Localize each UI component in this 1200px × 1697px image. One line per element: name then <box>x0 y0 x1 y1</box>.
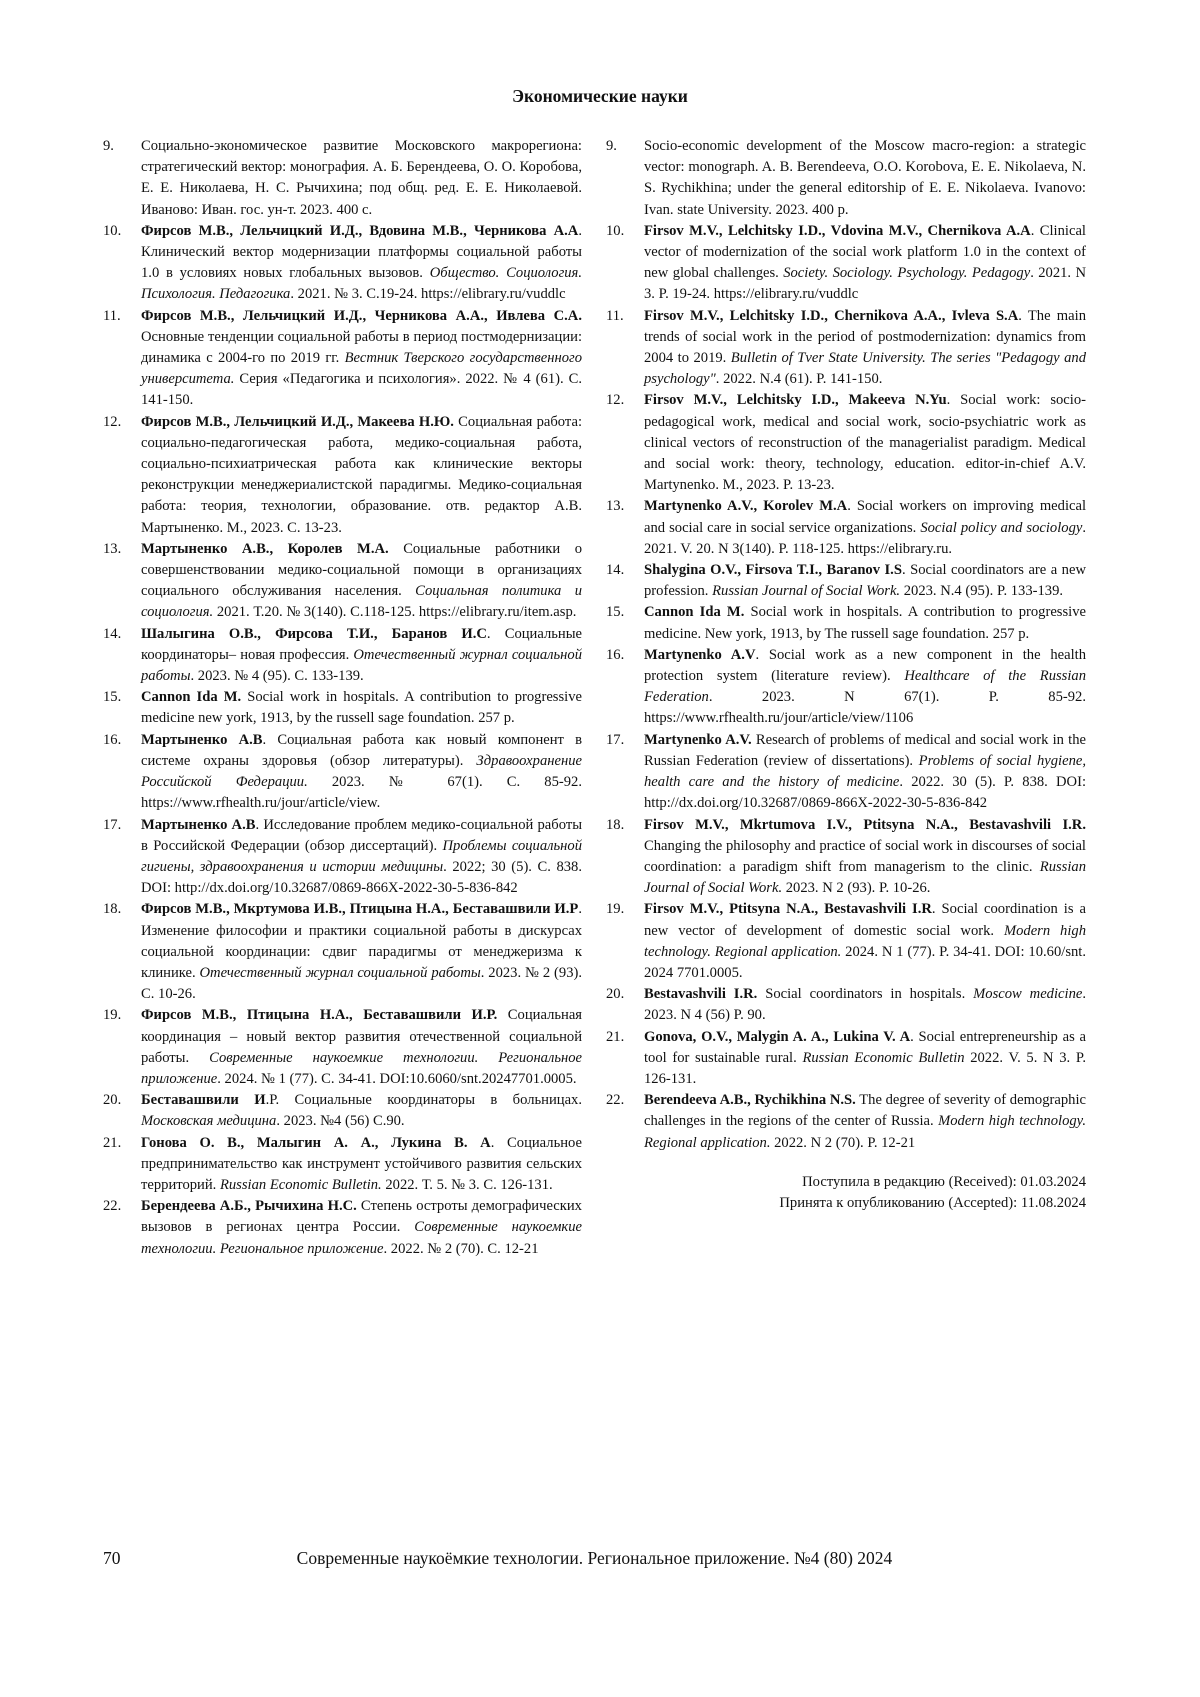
reference-number: 19. <box>606 901 625 918</box>
reference-number: 16. <box>103 731 122 748</box>
reference-number: 11. <box>606 307 624 324</box>
reference-source: Bulletin of Tver State University. The series "Pedagogy and psychology" <box>644 350 1086 388</box>
reference-text: . Social work as a new component in the health protection system (literature review). <box>644 646 1086 685</box>
reference-authors: Гонова О. В., Малыгин А. А., Лукина В. А <box>141 1134 491 1151</box>
reference-number: 21. <box>103 1134 122 1151</box>
reference-number: 15. <box>103 689 122 706</box>
reference-authors: Фирсов М.В., Лельчицкий И.Д., Черникова А.А., Ивлева С.А. <box>141 307 582 324</box>
reference-item <box>606 1027 1086 1091</box>
reference-item <box>103 1196 582 1260</box>
reference-number: 20. <box>103 1092 122 1109</box>
reference-source: Social policy and sociology <box>920 519 1083 536</box>
reference-number: 22. <box>103 1198 122 1215</box>
reference-number: 15. <box>606 604 625 621</box>
reference-list <box>103 136 582 1260</box>
reference-text: 2023. N 2 (93). P. 10-26. <box>782 880 931 897</box>
reference-item <box>103 539 582 624</box>
reference-number: 12. <box>103 413 122 430</box>
reference-source: Society. Sociology. Psychology. Pedagogy <box>783 265 1031 282</box>
reference-authors: Фирсов М.В., Мкртумова И.В., Птицына Н.А., Беставашвили И.Р <box>141 901 579 918</box>
reference-number: 22. <box>606 1092 625 1109</box>
reference-authors: Шалыгина О.В., Фирсова Т.И., Баранов И.С <box>141 625 487 642</box>
reference-source: Вестник Тверского государственного университета. <box>141 350 582 388</box>
reference-item <box>103 1090 582 1132</box>
reference-authors: Cannon Ida M. <box>644 604 745 621</box>
reference-text: . 2023. №4 (56) С.90. <box>276 1113 405 1130</box>
reference-text: Степень остроты демографических вызовов в регионах центра России. <box>141 1198 582 1236</box>
reference-number: 13. <box>103 540 122 557</box>
reference-source: Russian Journal of Social Work. <box>712 583 901 600</box>
reference-authors: Berendeeva A.B., Rychikhina N.S. <box>644 1092 856 1109</box>
reference-source: Современные наукоемкие технологии. Региональное приложение <box>141 1049 582 1087</box>
reference-text: . Social workers on improving medical and social care in social service organizations. <box>644 498 1087 536</box>
reference-text: Социальная координация – новый вектор развития отечественной социальной работы. <box>141 1007 583 1066</box>
reference-number: 17. <box>103 816 122 833</box>
reference-item <box>606 496 1086 560</box>
reference-text: 2022. Т. 5. № 3. С. 126-131. <box>381 1176 553 1193</box>
reference-text: . Социальная работа как новый компонент в системе охраны здоровья (обзор литературы). <box>141 731 583 769</box>
reference-text: 2021. Т.20. № 3(140). С.118-125. https://elibrary.ru/item.asp. <box>213 604 577 621</box>
reference-number: 18. <box>103 901 122 918</box>
reference-item <box>606 899 1086 984</box>
reference-source: Проблемы социальной гигиены, здравоохранения и истории медицины <box>141 837 582 875</box>
reference-number: 14. <box>103 625 122 642</box>
reference-source: Отечественный журнал социальной работы <box>199 964 481 981</box>
reference-text: Социальные работники о совершенствовании медико-социальной помощи в организациях социального обслуживания населения. <box>141 540 583 600</box>
reference-text: . The main trends of social work in the period of postmodernization: dynamics from 2004 to 2019. <box>644 307 1086 367</box>
reference-source: Modern high technology. Regional application. <box>644 1113 1086 1151</box>
reference-text: . 2022. N.4 (61). P. 141-150. <box>715 371 883 388</box>
reference-text: . 2021. № 3. С.19-24. https://elibrary.ru/vuddlc <box>290 286 566 303</box>
reference-authors: Фирсов М.В., Птицына Н.А., Беставашвили И.Р. <box>141 1007 498 1024</box>
reference-source: Moscow medicine <box>973 986 1083 1003</box>
reference-authors: Мартыненко А.В <box>141 816 256 833</box>
reference-text: 2024. N 1 (77). P. 34-41. DOI: 10.60/snt. 2024 7701.0005. <box>644 943 1086 981</box>
reference-number: 10. <box>606 222 625 239</box>
reference-item <box>606 221 1086 306</box>
reference-authors: Мартыненко А.В., Королев М.А. <box>141 540 389 557</box>
reference-authors: Фирсов М.В., Лельчицкий И.Д., Вдовина М.В., Черникова А.А <box>141 222 579 239</box>
reference-number: 13. <box>606 498 625 515</box>
reference-text: . Clinical vector of modernization of the social work platform 1.0 in the context of new global challenges. <box>644 222 1086 282</box>
reference-text: . 2024. № 1 (77). С. 34-41. DOI:10.6060/snt.20247701.0005. <box>217 1070 577 1087</box>
reference-number: 16. <box>606 646 625 663</box>
reference-source: Russian Economic Bulletin <box>802 1049 965 1066</box>
references-russian <box>103 136 582 1260</box>
reference-text: . Social coordination is a new vector of development of domestic social work. <box>644 901 1086 939</box>
reference-text: Социальная работа: социально-педагогическая работа, медико-социальная работа, социально-психиатрическая работа как клинические векторы реконструкции менеджериалистской парадигмы. Медико-социальная работа: теория, технологии, образование. отв. редактор А.В. Мартыненко. М., 2023. С. 13-23. <box>141 413 583 536</box>
reference-authors: Shalygina O.V., Firsova T.I., Baranov I.S <box>644 562 902 579</box>
received-date: Поступила в редакцию (Received): 01.03.2024 <box>802 1173 1086 1190</box>
reference-number: 12. <box>606 392 625 409</box>
page-number: 70 <box>103 1548 121 1568</box>
reference-item <box>103 136 582 221</box>
reference-text: .Р. Социальные координаторы в больницах. <box>265 1092 582 1109</box>
reference-authors: Фирсов М.В., Лельчицкий И.Д., Макеева Н.Ю. <box>141 413 454 430</box>
reference-authors: Martynenko A.V., Korolev M.A <box>644 498 848 515</box>
reference-text: . 2021. V. 20. N 3(140). P. 118-125. https://elibrary.ru. <box>644 519 1087 557</box>
reference-number: 9. <box>606 138 617 154</box>
reference-text: Серия «Педагогика и психология». 2022. № 4 (61). С. 141-150. <box>141 371 582 409</box>
reference-item <box>606 645 1086 730</box>
accepted-date: Принята к опубликованию (Accepted): 11.08.2024 <box>779 1194 1086 1211</box>
reference-text: Social work in hospitals. A contribution to progressive medicine new york, 1913, by the russell sage foundation. 257 p. <box>141 689 582 727</box>
reference-number: 20. <box>606 986 625 1003</box>
reference-source: Problems of social hygiene, health care and the history of medicine <box>644 752 1086 791</box>
reference-item <box>103 899 582 1005</box>
reference-source: Московская медицина <box>141 1113 277 1130</box>
reference-text: Changing the philosophy and practice of social work in discourses of social coordination: a paradigm shift from managerism to the clinic. <box>644 837 1086 875</box>
reference-text: Socio-economic development of the Moscow macro-region: a strategic vector: monograph. A. B. Berendeeva, O.O. Korobova, E. E. Nikolaeva, N. S. Rychikhina; under the general editorship of E. E. Nikolaeva. Ivanovo: Ivan. state University. 2023. 400 p. <box>644 138 1086 218</box>
reference-authors: Firsov M.V., Lelchitsky I.D., Vdovina M.V., Chernikova A.A <box>644 222 1031 239</box>
reference-text: . Исследование проблем медико-социальной работы в Российской Федерации (обзор диссертаций). <box>141 816 582 854</box>
reference-number: 19. <box>103 1007 122 1024</box>
reference-text: The degree of severity of demographic challenges in the regions of the center of Russia. <box>644 1092 1086 1130</box>
reference-source: Социальная политика и социология. <box>141 583 582 621</box>
journal-title: Современные наукоёмкие технологии. Региональное приложение. №4 (80) 2024 <box>296 1548 893 1568</box>
reference-text: . 2023. № 2 (93). С. 10-26. <box>141 964 582 1003</box>
reference-authors: Firsov M.V., Lelchitsky I.D., Chernikova A.A., Ivleva S.A <box>644 307 1019 324</box>
reference-text: . Социальное предпринимательство как инструмент устойчивого развития сельских территорий. <box>141 1134 582 1193</box>
reference-text: . 2023. № 4 (95). С. 133-139. <box>190 668 364 685</box>
reference-text: . Клинический вектор модернизации платформы социальной работы 1.0 в условиях новых глобальных вызовов. <box>141 222 582 282</box>
reference-item <box>606 1090 1086 1154</box>
reference-source: Здравоохранение Российской Федерации. <box>141 752 582 791</box>
reference-item <box>103 306 582 412</box>
reference-text: Research of problems of medical and social work in the Russian Federation (review of dissertations). <box>644 731 1086 769</box>
reference-authors: Bestavashvili I.R. <box>644 986 758 1003</box>
references-english <box>606 136 1086 1214</box>
reference-text: Социально-экономическое развитие Московского макрорегиона: стратегический вектор: монография. А. Б. Берендеева, О. О. Коробова, Е. Е. Николаева, Н. С. Рычихина; под общ. ред. Е. Е. Николаевой. Иваново: Иван. гос. ун-т. 2023. 400 с. <box>141 138 582 218</box>
reference-authors: Martynenko A.V. <box>644 731 752 748</box>
reference-item <box>103 815 582 900</box>
reference-text: 2023. N.4 (95). P. 133-139. <box>900 583 1064 600</box>
reference-item <box>606 306 1086 391</box>
reference-item <box>606 390 1086 496</box>
reference-item <box>606 984 1086 1026</box>
reference-text: . 2021. N 3. P. 19-24. https://elibrary.ru/vuddlc <box>644 265 1087 303</box>
reference-item <box>103 624 582 688</box>
reference-number: 21. <box>606 1028 625 1045</box>
reference-item <box>606 136 1086 221</box>
reference-source: Современные наукоемкие технологии. Региональное приложение <box>141 1219 582 1257</box>
reference-text: . 2022; 30 (5). С. 838. DOI: http://dx.doi.org/10.32687/0869-866X-2022-30-5-836-842 <box>141 858 582 897</box>
reference-number: 9. <box>103 138 114 154</box>
reference-source: Modern high technology. Regional application. <box>644 922 1086 960</box>
reference-number: 10. <box>103 222 122 239</box>
section-header: Экономические науки <box>512 86 688 106</box>
reference-source: Отечественный журнал социальной работы <box>141 646 583 685</box>
reference-item <box>103 730 582 815</box>
reference-number: 11. <box>103 307 121 324</box>
reference-source: Russian Economic Bulletin. <box>219 1176 382 1193</box>
reference-source: Russian Journal of Social Work. <box>644 858 1086 897</box>
reference-text: . Social coordinators are a new profession. <box>644 562 1086 600</box>
reference-authors: Firsov M.V., Lelchitsky I.D., Makeeva N.Yu <box>644 392 947 409</box>
reference-item <box>606 730 1086 815</box>
reference-text: Social coordinators in hospitals. <box>757 986 974 1003</box>
reference-authors: Cannon Ida M. <box>141 689 242 706</box>
reference-source: Общество. Социология. Психология. Педагогика <box>141 265 582 303</box>
reference-authors: Martynenko A.V <box>644 646 756 663</box>
reference-text: . 2023. N 4 (56) P. 90. <box>644 986 1086 1024</box>
reference-text: . 2022. 30 (5). P. 838. DOI: http://dx.doi.org/10.32687/0869-866X-2022-30-5-836-842 <box>644 774 1087 812</box>
reference-item <box>103 221 582 306</box>
reference-item <box>103 687 582 729</box>
reference-number: 18. <box>606 816 625 833</box>
reference-text: . Социальные координаторы– новая профессия. <box>141 625 582 663</box>
reference-item <box>606 602 1086 644</box>
reference-number: 14. <box>606 562 625 579</box>
reference-authors: Firsov M.V., Mkrtumova I.V., Ptitsyna N.A., Bestavashvili I.R. <box>644 816 1086 833</box>
reference-text: . Social entrepreneurship as a tool for sustainable rural. <box>644 1028 1086 1066</box>
reference-authors: Берендеева А.Б., Рычихина Н.С. <box>141 1198 357 1215</box>
reference-text: Social work in hospitals. A contribution to progressive medicine. New york, 1913, by The russell sage foundation. 257 p. <box>644 604 1086 642</box>
reference-text: 2023. № 67(1). С. 85-92. https://www.rfhealth.ru/jour/article/view. <box>141 774 582 812</box>
reference-authors: Мартыненко А.В <box>141 731 263 748</box>
reference-text: Основные тенденции социальной работы в период постмодернизации: динамика с 2004-го по 2019 гг. <box>141 328 582 367</box>
reference-item <box>103 412 582 539</box>
received-info <box>606 1172 1086 1214</box>
reference-item <box>103 1005 582 1090</box>
reference-authors: Gonova, O.V., Malygin A. A., Lukina V. A <box>644 1028 911 1045</box>
reference-text: . Social work: socio-pedagogical work, medical and social work, socio-psychiatric work as clinical vectors of reconstruction of the managerialist paradigm. Medical and social work: theory, technology, education. editor-in-chief A.V. Martynenko. M., 2023. P. 13-23. <box>644 392 1086 494</box>
reference-list <box>606 136 1086 1154</box>
reference-text: . 2022. № 2 (70). С. 12-21 <box>383 1240 539 1257</box>
reference-item <box>606 815 1086 900</box>
reference-authors: Firsov M.V., Ptitsyna N.A., Bestavashvili I.R <box>644 901 932 918</box>
reference-text: . Изменение философии и практики социальной работы в дискурсах социальной координации: сдвиг парадигмы от менеджеризма к клинике. <box>141 901 582 981</box>
reference-source: Healthcare of the Russian Federation <box>644 668 1086 706</box>
reference-item <box>606 560 1086 602</box>
reference-text: 2022. N 2 (70). P. 12-21 <box>770 1134 916 1151</box>
reference-authors: Беставашвили И <box>141 1092 266 1109</box>
reference-text: . 2023. N 67(1). P. 85-92. https://www.rfhealth.ru/jour/article/view/1106 <box>644 689 1086 727</box>
reference-text: 2022. V. 5. N 3. P. 126-131. <box>644 1049 1086 1087</box>
reference-item <box>103 1133 582 1197</box>
reference-number: 17. <box>606 731 625 748</box>
